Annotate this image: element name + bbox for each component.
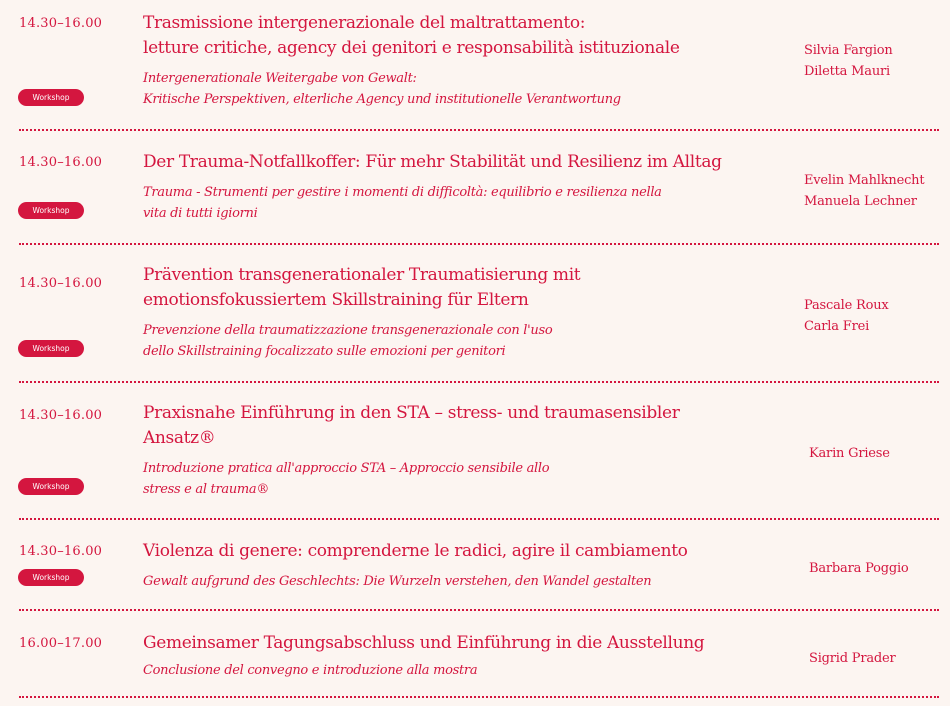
session-title: [143, 631, 783, 656]
workshop-badge: Workshop: [18, 478, 84, 495]
session-speakers: [804, 40, 950, 82]
session-title: [143, 11, 783, 61]
session-subtitle-line: Kritische Perspektiven, elterliche Agency und institutionelle Verantwortung: [143, 92, 621, 107]
session-subtitle-line: Conclusione del convegno e introduzione alla mostra: [143, 663, 478, 678]
dotted-divider: [19, 129, 939, 131]
session-subtitle: [143, 571, 783, 592]
session-speakers: [809, 558, 950, 579]
session-speakers: [804, 295, 950, 337]
session-title-line: Praxisnahe Einführung in den STA – stress- und traumasensibler: [143, 403, 680, 423]
dotted-divider: [19, 696, 939, 698]
dotted-divider: [19, 243, 939, 245]
session-title-line: letture critiche, agency dei genitori e responsabilità istituzionale: [143, 38, 680, 58]
session-subtitle: [143, 660, 783, 681]
session-subtitle-line: Introduzione pratica all'approccio STA – Approccio sensibile allo: [143, 461, 550, 476]
session-title: [143, 539, 783, 564]
speaker-name: Silvia Fargion: [804, 43, 893, 58]
session-title-line: Ansatz®: [143, 428, 216, 448]
speaker-name: Sigrid Prader: [809, 651, 896, 666]
session-subtitle-line: vita di tutti igiorni: [143, 206, 258, 221]
workshop-badge: Workshop: [18, 340, 84, 357]
dotted-divider: [19, 381, 939, 383]
session-time: 14.30–16.00: [19, 155, 103, 170]
session-title: [143, 401, 783, 451]
session-title-line: Violenza di genere: comprenderne le radici, agire il cambiamento: [143, 541, 688, 561]
session-subtitle: [143, 320, 783, 362]
session-time: 16.00–17.00: [19, 636, 103, 651]
dotted-divider: [19, 518, 939, 520]
session-speakers: [809, 443, 950, 464]
session-title-line: Trasmissione intergenerazionale del maltrattamento:: [143, 13, 586, 33]
session-time: 14.30–16.00: [19, 544, 103, 559]
speaker-name: Karin Griese: [809, 446, 890, 461]
session-subtitle-line: dello Skillstraining focalizzato sulle emozioni per genitori: [143, 344, 506, 359]
session-subtitle-line: Prevenzione della traumatizzazione transgenerazionale con l'uso: [143, 323, 553, 338]
speaker-name: Diletta Mauri: [804, 64, 890, 79]
session-speakers: [809, 648, 950, 669]
session-title-line: Gemeinsamer Tagungsabschluss und Einführung in die Ausstellung: [143, 633, 705, 653]
session-subtitle-line: Trauma - Strumenti per gestire i momenti di difficoltà: equilibrio e resilienza nella: [143, 185, 662, 200]
session-title: [143, 150, 783, 175]
session-subtitle-line: stress e al trauma®: [143, 482, 270, 497]
session-subtitle: [143, 182, 783, 224]
session-title-line: emotionsfokussiertem Skillstraining für Eltern: [143, 290, 529, 310]
speaker-name: Carla Frei: [804, 319, 870, 334]
session-time: 14.30–16.00: [19, 276, 103, 291]
session-time: 14.30–16.00: [19, 16, 103, 31]
speaker-name: Barbara Poggio: [809, 561, 909, 576]
session-subtitle: [143, 68, 783, 110]
session-title-line: Der Trauma-Notfallkoffer: Für mehr Stabilität und Resilienz im Alltag: [143, 152, 722, 172]
session-title-line: Prävention transgenerationaler Traumatisierung mit: [143, 265, 581, 285]
workshop-badge: Workshop: [18, 202, 84, 219]
session-subtitle: [143, 458, 783, 500]
session-subtitle-line: Gewalt aufgrund des Geschlechts: Die Wurzeln verstehen, den Wandel gestalten: [143, 574, 652, 589]
speaker-name: Evelin Mahlknecht: [804, 173, 925, 188]
workshop-badge: Workshop: [18, 569, 84, 586]
session-time: 14.30–16.00: [19, 408, 103, 423]
dotted-divider: [19, 609, 939, 611]
session-subtitle-line: Intergenerationale Weitergabe von Gewalt:: [143, 71, 417, 86]
speaker-name: Manuela Lechner: [804, 194, 917, 209]
session-title: [143, 263, 783, 313]
session-speakers: [804, 170, 950, 212]
workshop-badge: Workshop: [18, 89, 84, 106]
speaker-name: Pascale Roux: [804, 298, 889, 313]
